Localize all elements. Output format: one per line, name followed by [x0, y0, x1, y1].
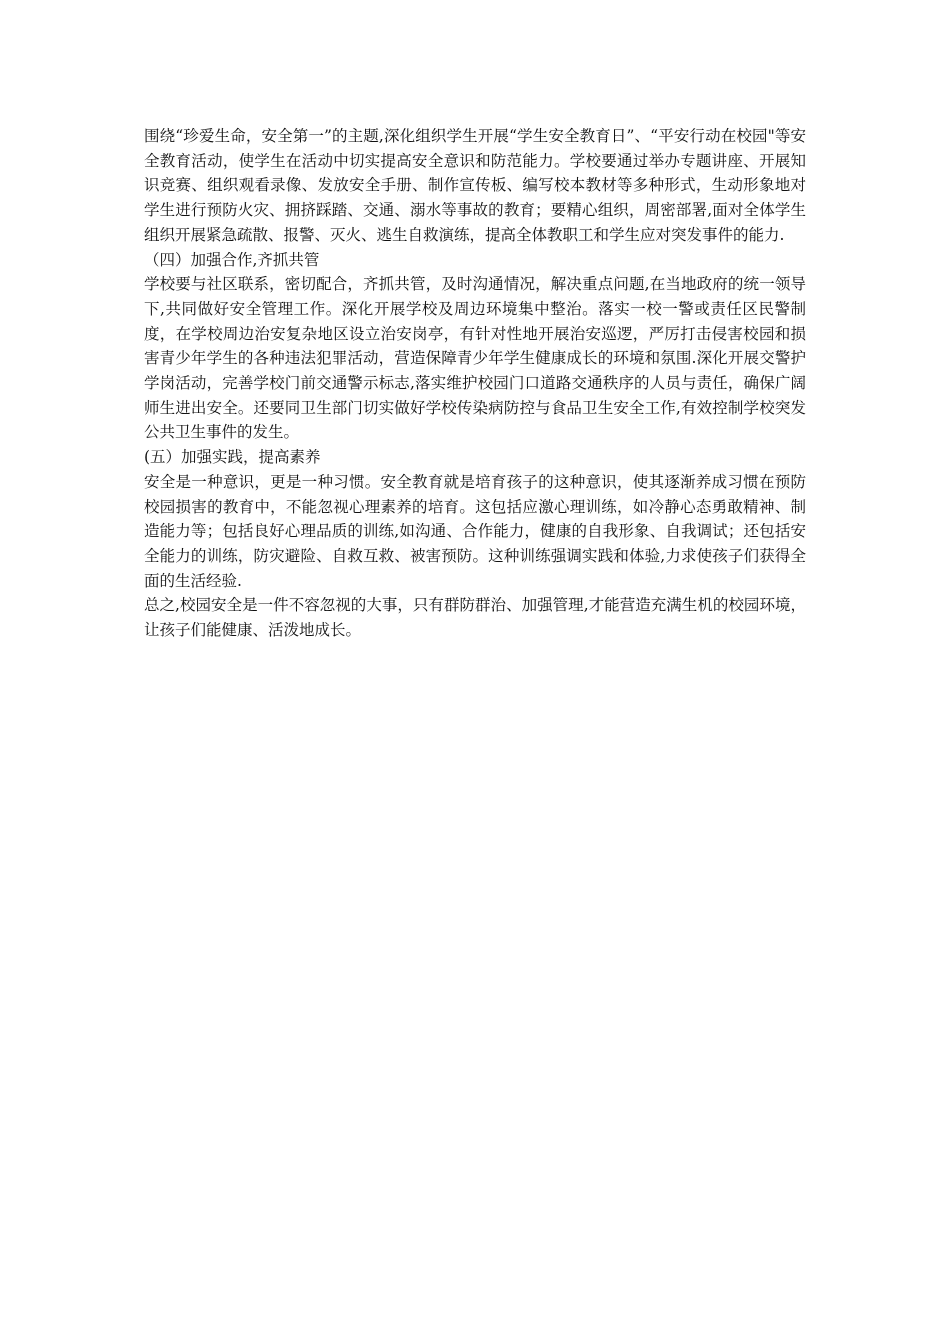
section-heading-cooperation: （四）加强合作,齐抓共管	[144, 250, 320, 269]
document-body	[144, 124, 806, 643]
paragraph-conclusion: 总之,校园安全是一件不容忽视的大事，只有群防群治、加强管理,才能营造充满生机的校园环境，让孩子们能健康、活泼地成长。	[144, 596, 806, 640]
paragraph-activities: 围绕“珍爱生命，安全第一”的主题,深化组织学生开展“学生安全教育日”、“平安行动在校园"等安全教育活动，使学生在活动中切实提高安全意识和防范能力。学校要通过举办专题讲座、开展知识竞赛、组织观看录像、发放安全手册、制作宣传板、编写校本教材等多种形式，生动形象地对学生进行预防火灾、拥挤踩踏、交通、溺水等事故的教育；要精心组织，周密部署,面对全体学生组织开展紧急疏散、报警、灭火、逃生自救演练，提高全体教职工和学生应对突发事件的能力.	[144, 127, 806, 244]
section-heading-practice: (五）加强实践，提高素养	[144, 448, 321, 467]
paragraph-cooperation: 学校要与社区联系，密切配合，齐抓共管，及时沟通情况，解决重点问题,在当地政府的统一领导下,共同做好安全管理工作。深化开展学校及周边环境集中整治。落实一校一警或责任区民警制度，在学校周边治安复杂地区设立治安岗亭，有针对性地开展治安巡逻，严厉打击侵害校园和损害青少年学生的各种违法犯罪活动，营造保障青少年学生健康成长的环境和氛围.深化开展交警护学岗活动，完善学校门前交通警示标志,落实维护校园门口道路交通秩序的人员与责任，确保广阔师生进出安全。还要同卫生部门切实做好学校传染病防控与食品卫生安全工作,有效控制学校突发公共卫生事件的发生。	[144, 275, 806, 442]
paragraph-practice: 安全是一种意识，更是一种习惯。安全教育就是培育孩子的这种意识，使其逐渐养成习惯在预防校园损害的教育中，不能忽视心理素养的培育。这包括应激心理训练，如冷静心态勇敢精神、制造能力等；包括良好心理品质的训练,如沟通、合作能力，健康的自我形象、自我调试；还包括安全能力的训练，防灾避险、自救互救、被害预防。这种训练强调实践和体验,力求使孩子们获得全面的生活经验.	[144, 472, 806, 590]
